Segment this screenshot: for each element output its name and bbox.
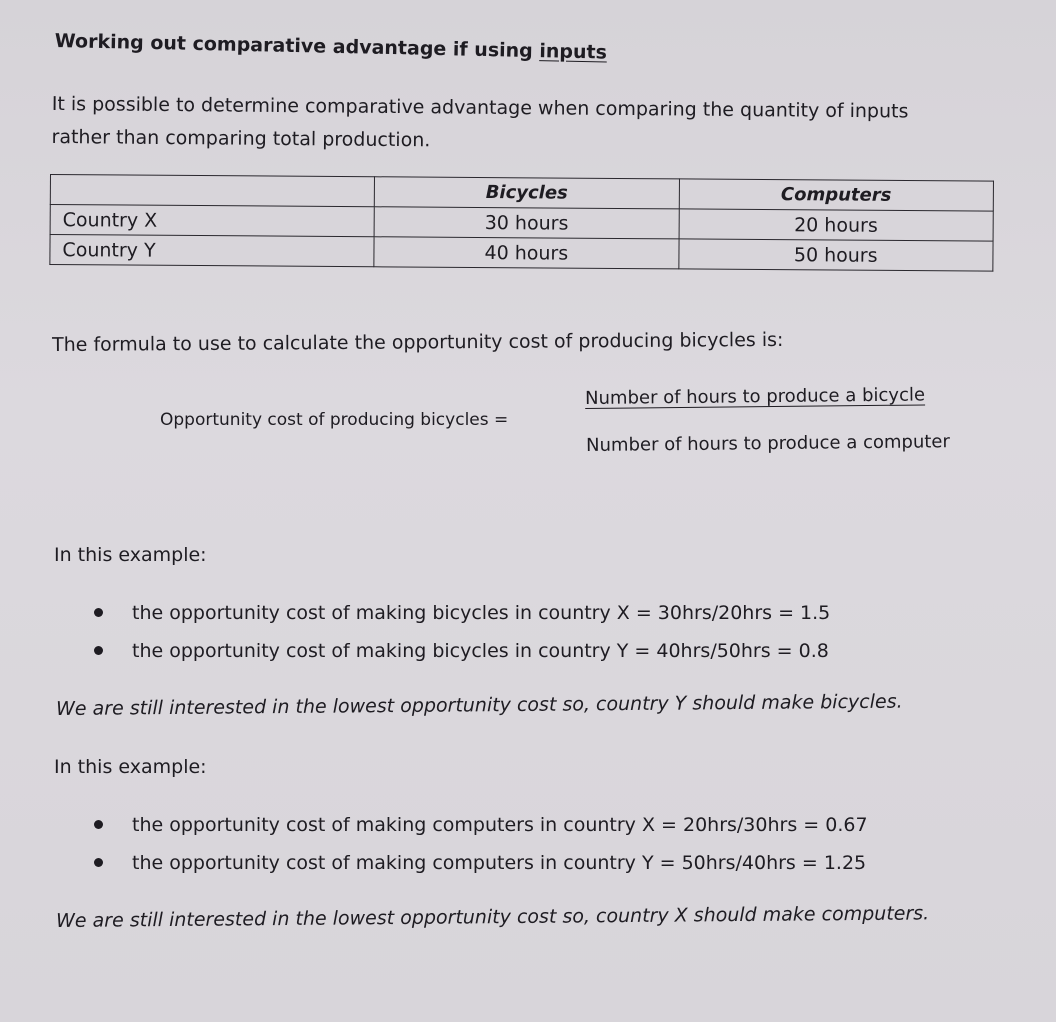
list-item [90, 594, 830, 632]
example-label-1: In this example: [54, 544, 207, 566]
bullet-text: the opportunity cost of making computers in country X = 20hrs/30hrs = 0.67 [132, 814, 868, 836]
intro-line-1: It is possible to determine comparative advantage when comparing the quantity of inputs [51, 92, 909, 123]
table-row [50, 235, 993, 272]
formula-left-side: Opportunity cost of producing bicycles = [160, 410, 509, 430]
conclusion-bicycles: We are still interested in the lowest opportunity cost so, country Y should make bicycles. [56, 690, 903, 720]
bicycle-bullet-list [90, 594, 830, 670]
intro-line-2: rather than comparing total production. [51, 125, 431, 152]
list-item [90, 806, 868, 844]
row-label-country-y: Country Y [50, 235, 374, 267]
bullet-dot-icon [94, 646, 103, 655]
title-underlined-word: inputs [539, 40, 608, 64]
example-label-2: In this example: [54, 756, 207, 778]
table-header-bicycles: Bicycles [375, 177, 680, 209]
inputs-table [49, 174, 994, 272]
intro-paragraph [51, 88, 972, 162]
cell-x-bicycles: 30 hours [374, 207, 679, 239]
table-header-computers: Computers [679, 179, 994, 211]
cell-y-computers: 50 hours [678, 239, 993, 271]
list-item [90, 844, 868, 882]
bullet-text: the opportunity cost of making bicycles in country Y = 40hrs/50hrs = 0.8 [132, 640, 829, 662]
list-item [90, 632, 830, 670]
cell-x-computers: 20 hours [679, 209, 994, 241]
formula-intro: The formula to use to calculate the opportunity cost of producing bicycles is: [52, 328, 784, 356]
formula-numerator: Number of hours to produce a bicycle [585, 384, 926, 409]
bullet-dot-icon [94, 820, 103, 829]
row-label-country-x: Country X [50, 205, 374, 237]
computer-bullet-list [90, 806, 868, 882]
formula-denominator: Number of hours to produce a computer [586, 431, 950, 456]
title-text: Working out comparative advantage if using [54, 30, 540, 63]
page-title [55, 30, 608, 64]
bullet-dot-icon [94, 858, 103, 867]
conclusion-computers: We are still interested in the lowest opportunity cost so, country X should make computers. [56, 902, 930, 932]
bullet-text: the opportunity cost of making bicycles in country X = 30hrs/20hrs = 1.5 [132, 602, 831, 624]
table-header-empty [50, 175, 374, 207]
cell-y-bicycles: 40 hours [374, 237, 679, 269]
bullet-text: the opportunity cost of making computers in country Y = 50hrs/40hrs = 1.25 [132, 852, 867, 874]
bullet-dot-icon [94, 608, 103, 617]
